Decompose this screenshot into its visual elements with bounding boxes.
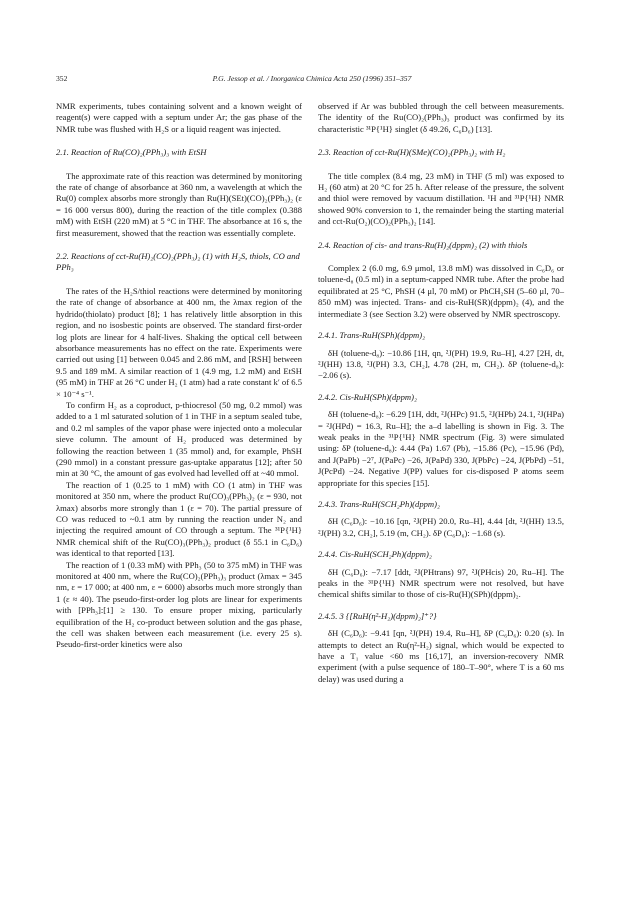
section-2-2-paragraph-4: The reaction of 1 (0.33 mM) with PPh₃ (50 to 375 mM) in THF was monitored at 400 nm, where the Ru(CO)₂(PPh₃)₃ product (λmax = 345 nm, ε = 17 000; at 400 nm, ε = 6000) absorbs much more strongly than 1 (ε ≈ 40). The pseudo-first-order log plots are linear for experiments with [PPh₃]:[1] ≥ 130. To ensure proper mixing, particularly equilibration of the H₂ co-product between solution and the gas phase, the cell was shaken between each measurement (i.e. every 25 s). Pseudo-first-order kinetics were also	[56, 559, 302, 650]
section-2-2-paragraph-3: The reaction of 1 (0.25 to 1 mM) with CO (1 atm) in THF was monitored at 350 nm, where the product Ru(CO)₃(PPh₃)₂ (ε = 930, not λmax) absorbs more strongly than 1 (ε = 70). The partial pressure of CO was reduced to ~0.1 atm by running the reaction under N₂ and injecting the required amount of CO through a septum. The ³¹P{¹H} NMR chemical shift of the Ru(CO)₃(PPh₃)₂ product (δ 55.1 in C₆D₆) was identical to that reported [13].	[56, 479, 302, 559]
section-2-4-1-title: 2.4.1. Trans-RuH(SPh)(dppm)₂	[318, 330, 426, 341]
section-2-4-title: 2.4. Reaction of cis- and trans-Ru(H)₂(dppm)₂ (2) with thiols	[318, 239, 528, 250]
section-2-3-title: 2.3. Reaction of cct-Ru(H)(SMe)(CO)₂(PPh₃)₂ with H₂	[318, 147, 506, 158]
section-2-4-5-data: δH (C₆D₆): −9.41 [qn, ²J(PH) 19.4, Ru–H], δP (C₆D₆): 0.20 (s). In attempts to detect an Ru(η²-H₂) signal, which would be expected to have a T₁ value <60 ms [16,17], an inversion-recovery NMR experiment (with a pulse sequence of 180–T–90°, where T is a 60 ms delay) was used during a	[318, 628, 564, 684]
intro-paragraph: NMR experiments, tubes containing solvent and a known weight of reagent(s) were capped with a septum under Ar; the gas phase of the NMR tube was flushed with H₂S or a liquid reagent was injected.	[56, 101, 302, 134]
left-column	[56, 101, 302, 651]
section-2-4-1-data: δH (toluene-d₈): −10.86 [1H, qn, ²J(PH) 19.9, Ru–H], 4.27 [2H, dt, ²J(HH) 13.8, ²J(PH) 3.3, CH₂], 4.78 (2H, m, CH₂). δP (toluene-d₈): −2.06 (s).	[318, 347, 564, 381]
section-2-1-paragraph: The approximate rate of this reaction was determined by monitoring the rate of change of absorbance at 360 nm, a wavelength at which the Ru(0) complex absorbs more strongly than Ru(H)(SEt)(CO)₂(PPh₃)₂ (ε = 16 000 versus 800), during the reaction of the title complex (0.388 mM) with EtSH (220 mM) at 5 °C in THF. The absorbance at 16 s, the first measurement, showed that the reaction was essentially complete.	[56, 170, 302, 238]
section-2-4-4-title: 2.4.4. Cis-RuH(SCH₂Ph)(dppm)₂	[318, 549, 432, 560]
right-column	[318, 101, 564, 685]
running-title: P.G. Jessop et al. / Inorganica Chimica Acta 250 (1996) 351–357	[212, 74, 412, 83]
section-2-2-title: 2.2. Reactions of cct-Ru(H)₂(CO)₂(PPh₃)₂ (1) with H₂S, thiols, CO and PPh₃	[56, 251, 300, 273]
section-2-1-title: 2.1. Reaction of Ru(CO)₂(PPh₃)₃ with EtSH	[56, 147, 207, 158]
section-2-3-paragraph: The title complex (8.4 mg, 23 mM) in THF (5 ml) was exposed to H₂ (60 atm) at 20 °C for 25 h. After release of the pressure, the solvent and thiol were removed by vacuum distillation. ¹H and ³¹P{¹H} NMR showed 90% conversion to 1, the remainder being the starting material and cct-Ru(O₂)(CO)₂(PPh₃)₂ [14].	[318, 170, 564, 227]
section-2-4-2-data: δH (toluene-d₈): −6.29 [1H, ddt, ²J(HPc) 91.5, ²J(HPb) 24.1, ²J(HPa) = ²J(HPd) = 16.3, Ru–H]; the a–d labelling is shown in Fig. 3. The weak peaks in the ³¹P{¹H} NMR spectrum (Fig. 3) were simulated using: δP (toluene-d₈): 4.44 (Pa) 1.67 (Pb), −15.86 (Pc), −15.96 (Pd), and J(PaPb) −2⁷, J(PaPc) −26, J(PaPd) 330, J(PbPc) −24, J(PbPd) −51, J(PcPd) −24. Negative J(PP) values for cis-disposed P atoms seem appropriate for this species [15].	[318, 409, 564, 488]
section-2-4-3-title: 2.4.3. Trans-RuH(SCH₂Ph)(dppm)₂	[318, 498, 440, 509]
continued-paragraph: observed if Ar was bubbled through the cell between measurements. The identity of the Ru(CO)₂(PPh₃)₃ product was confirmed by its characteristic ³¹P{¹H} singlet (δ 49.26, C₆D₆) [13].	[318, 101, 564, 134]
section-2-4-paragraph: Complex 2 (6.0 mg, 6.9 μmol, 13.8 mM) was dissolved in C₆D₆ or toluene-d₈ (0.5 ml) in a septum-capped NMR tube. After the probe had equilibrated at 25 °C, PhSH (4 μl, 70 mM) or PhCH₂SH (5–60 μl, 70–850 mM) was injected. Trans- and cis-RuH(SR)(dppm)₂ (4), and the intermediate 3 (see Section 3.2) were observed by NMR spectroscopy.	[318, 263, 564, 319]
section-2-2-paragraph-1: The rates of the H₂S/thiol reactions were determined by monitoring the rate of change of absorbance at 400 nm, the λmax region of the hydrido(thiolato) product [8]; 1 has relatively little absorption in this region, and no isosbestic points are observed. The standard first-order log plots are linear for 4 half-lives. Shaking the optical cell between absorbance measurements has no effect on the rate. Experiments were carried out using [1] between 0.045 and 2.86 mM, and [RSH] between 9.5 and 189 mM. A similar reaction of 1 (4.9 mg, 1.2 mM) and EtSH (95 mM) in THF at 26 °C under H₂ (1 atm) had a rate constant k′ of 6.5 × 10⁻⁴ s⁻¹.	[56, 285, 302, 399]
section-2-4-3-data: δH (C₆D₆): −10.16 [qn, ²J(PH) 20.0, Ru–H], 4.44 [dt, ²J(HH) 13.5, ²J(PH) 3.2, CH₂], 5.19 (m, CH₂). δP (C₆D₆): −1.68 (s).	[318, 516, 564, 538]
page-number: 352	[56, 74, 68, 83]
section-2-2-paragraph-2: To confirm H₂ as a coproduct, p-thiocresol (50 mg, 0.2 mmol) was added to a 1 ml saturated solution of 1 in THF in a septum sealed tube, and 0.2 ml samples of the vapor phase were injected onto a molecular sieve column. The amount of H₂ produced was determined by following the reaction between 1 (35 mmol) and, for example, PhSH (290 mmol) in a constant pressure gas-uptake apparatus [12]; after 50 min at 30 °C, the amount of gas evolved had levelled off at ~40 mmol.	[56, 399, 302, 479]
section-2-4-2-title: 2.4.2. Cis-RuH(SPh)(dppm)₂	[318, 391, 417, 402]
section-2-4-5-title: 2.4.5. 3 {[RuH(η²-H₂)(dppm)₂]⁺?}	[318, 610, 437, 621]
page-header	[56, 74, 568, 88]
section-2-4-4-data: δH (C₆D₆): −7.17 [ddt, ²J(PHtrans) 97, ²J(PHcis) 20, Ru–H]. The peaks in the ³¹P{¹H} NMR spectrum were not resolved, but have chemical shifts similar to those of cis-Ru(H)(SPh)(dppm)₂.	[318, 566, 564, 600]
